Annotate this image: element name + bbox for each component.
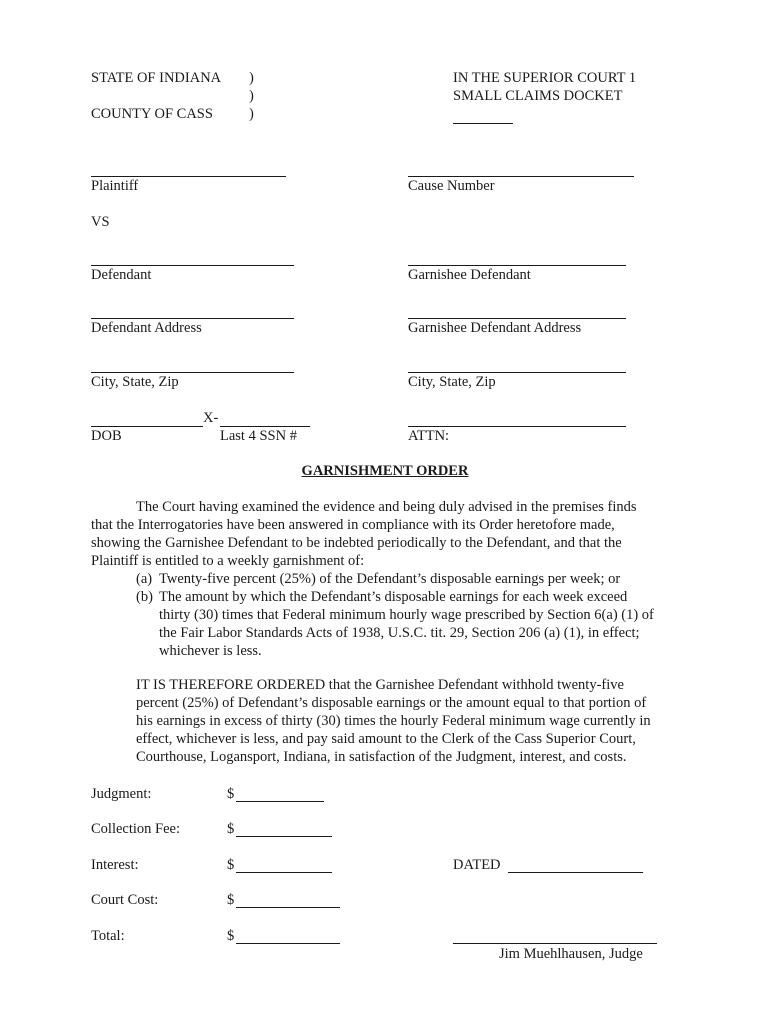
item-a-label: (a) bbox=[136, 571, 153, 587]
defendant-line[interactable] bbox=[91, 265, 294, 266]
plaintiff-line[interactable] bbox=[91, 176, 286, 177]
item-b-label: (b) bbox=[136, 589, 153, 605]
defendant-city-label: City, State, Zip bbox=[91, 374, 179, 390]
order-title: GARNISHMENT ORDER bbox=[301, 463, 469, 479]
garnishee-city-label: City, State, Zip bbox=[408, 374, 496, 390]
caption-paren: ) bbox=[249, 106, 254, 122]
defendant-address-label: Defendant Address bbox=[91, 320, 202, 336]
garnishee-address-line[interactable] bbox=[408, 318, 626, 319]
interest-label: Interest: bbox=[91, 857, 139, 873]
garnishee-address-label: Garnishee Defendant Address bbox=[408, 320, 582, 336]
judgment-amount-line[interactable] bbox=[236, 801, 324, 802]
defendant-label: Defendant bbox=[91, 267, 152, 283]
garnishee-city-line[interactable] bbox=[408, 372, 626, 373]
attn-line[interactable] bbox=[408, 426, 626, 427]
item-a-text: Twenty-five percent (25%) of the Defendant’s disposable earnings per week; or bbox=[159, 571, 621, 587]
judgment-label: Judgment: bbox=[91, 786, 152, 802]
ssn-label: Last 4 SSN # bbox=[220, 428, 297, 444]
dated-line[interactable] bbox=[508, 872, 643, 873]
body-line: Plaintiff is entitled to a weekly garnishment of: bbox=[91, 553, 365, 569]
defendant-address-line[interactable] bbox=[91, 318, 294, 319]
defendant-city-line[interactable] bbox=[91, 372, 294, 373]
item-b-text: the Fair Labor Standards Acts of 1938, U.S.C. tit. 29, Section 206 (a) (1), in effect; bbox=[159, 625, 640, 641]
dob-label: DOB bbox=[91, 428, 122, 444]
ssn-line[interactable] bbox=[220, 426, 310, 427]
collection-fee-amount-line[interactable] bbox=[236, 836, 332, 837]
currency-sign: $ bbox=[227, 786, 235, 802]
item-b-text: The amount by which the Defendant’s disposable earnings for each week exceed bbox=[159, 589, 628, 605]
judge-name: Jim Muehlhausen, Judge bbox=[499, 946, 643, 962]
order-line: Courthouse, Logansport, Indiana, in satisfaction of the Judgment, interest, and costs. bbox=[136, 749, 627, 765]
currency-sign: $ bbox=[227, 821, 235, 837]
order-line: effect, whichever is less, and pay said amount to the Clerk of the Cass Superior Court, bbox=[136, 731, 636, 747]
court-cost-label: Court Cost: bbox=[91, 892, 159, 908]
currency-sign: $ bbox=[227, 857, 235, 873]
item-b-text: thirty (30) times that Federal minimum hourly wage prescribed by Section 6(a) (1) of bbox=[159, 607, 654, 623]
cause-number-label: Cause Number bbox=[408, 178, 495, 194]
order-line: percent (25%) of Defendant’s disposable earnings or the amount equal to that portion of bbox=[136, 695, 647, 711]
attn-label: ATTN: bbox=[408, 428, 450, 444]
docket-label: SMALL CLAIMS DOCKET bbox=[453, 88, 623, 104]
plaintiff-label: Plaintiff bbox=[91, 178, 139, 194]
garnishee-defendant-label: Garnishee Defendant bbox=[408, 267, 531, 283]
ssn-prefix: X- bbox=[203, 410, 219, 426]
court-label: IN THE SUPERIOR COURT 1 bbox=[453, 70, 637, 86]
docket-number-line[interactable] bbox=[453, 123, 513, 124]
dated-label: DATED bbox=[453, 857, 501, 873]
collection-fee-label: Collection Fee: bbox=[91, 821, 180, 837]
dob-line[interactable] bbox=[91, 426, 203, 427]
judge-signature-line[interactable] bbox=[453, 943, 657, 944]
order-line: his earnings in excess of thirty (30) times the hourly Federal minimum wage currently in bbox=[136, 713, 651, 729]
body-line: that the Interrogatories have been answered in compliance with its Order heretofore made, bbox=[91, 517, 615, 533]
caption-paren: ) bbox=[249, 88, 254, 104]
total-label: Total: bbox=[91, 928, 125, 944]
vs-label: VS bbox=[91, 214, 110, 230]
body-line: The Court having examined the evidence and being duly advised in the premises finds bbox=[136, 499, 637, 515]
court-cost-amount-line[interactable] bbox=[236, 907, 340, 908]
garnishee-defendant-line[interactable] bbox=[408, 265, 626, 266]
interest-amount-line[interactable] bbox=[236, 872, 332, 873]
item-b-text: whichever is less. bbox=[159, 643, 262, 659]
cause-number-line[interactable] bbox=[408, 176, 634, 177]
total-amount-line[interactable] bbox=[236, 943, 340, 944]
county-label: COUNTY OF CASS bbox=[91, 106, 213, 122]
body-line: showing the Garnishee Defendant to be indebted periodically to the Defendant, and that the bbox=[91, 535, 622, 551]
currency-sign: $ bbox=[227, 892, 235, 908]
order-line: IT IS THEREFORE ORDERED that the Garnishee Defendant withhold twenty-five bbox=[136, 677, 624, 693]
currency-sign: $ bbox=[227, 928, 235, 944]
state-label: STATE OF INDIANA bbox=[91, 70, 222, 86]
caption-paren: ) bbox=[249, 70, 254, 86]
